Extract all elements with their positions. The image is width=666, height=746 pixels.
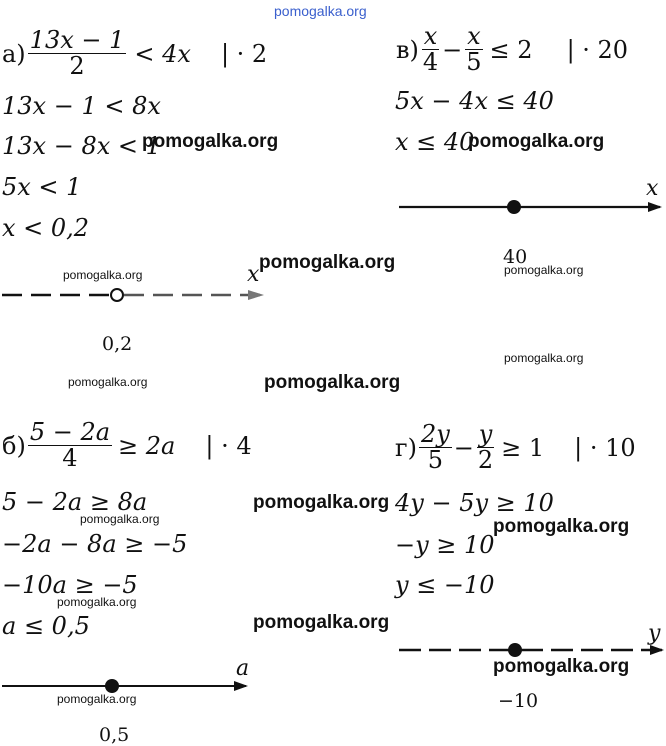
problem-v-fraction-2-num: x [467, 22, 481, 50]
problem-v-fraction-1-den: 4 [422, 48, 439, 77]
number-line-a [2, 289, 262, 301]
problem-v-fraction-1-num: x [423, 22, 438, 50]
problem-g-step-1: 4y − 5y ≥ 10 [395, 489, 554, 517]
watermark-g-axis: pomogalka.org [493, 656, 630, 677]
axis-a-tick-label: 0,2 [102, 333, 133, 355]
axis-b-tick-label: 0,5 [99, 724, 130, 746]
number-line-b [2, 679, 246, 693]
problem-g-label: г) [395, 433, 417, 462]
problem-a-step-1: 13x − 1 < 8x [2, 92, 161, 120]
problem-g-rhs: ≥ 1 [501, 433, 545, 462]
watermark-b-step: pomogalka.org [253, 492, 390, 513]
watermark-middle-lower: pomogalka.org [264, 372, 401, 393]
watermark-small-a-axis: pomogalka.org [63, 268, 143, 282]
axis-g-variable: y [648, 621, 661, 646]
problem-b-multiplier: | · 4 [205, 431, 252, 460]
watermark-small-b-step: pomogalka.org [80, 512, 160, 526]
watermark-a-steps: pomogalka.org [142, 131, 279, 152]
problem-a-step-3: 5x < 1 [2, 173, 82, 201]
problem-g-fraction-1-num: 2y [420, 420, 450, 448]
watermark-b-result: pomogalka.org [253, 612, 390, 633]
problem-b-numerator: 5 − 2a [29, 418, 111, 446]
watermark-g-step: pomogalka.org [493, 516, 630, 537]
problem-a-denominator: 2 [69, 52, 85, 81]
problem-b-inequality [2, 420, 252, 471]
problem-a-step-4: x < 0,2 [2, 214, 90, 242]
problem-g-fraction-1-den: 5 [427, 446, 443, 475]
watermark-middle-upper: pomogalka.org [259, 252, 396, 273]
watermark-small-right-mid: pomogalka.org [504, 351, 584, 365]
problem-a-label: а) [2, 39, 26, 68]
problem-a-inequality [2, 28, 267, 79]
problem-g-step-2: −y ≥ 10 [395, 531, 495, 559]
axis-a-variable: x [247, 262, 260, 287]
problem-b-step-1: 5 − 2a ≥ 8a [2, 488, 148, 516]
problem-b-rhs: ≥ 2a [118, 431, 176, 460]
problem-g-step-3: y ≤ −10 [395, 571, 495, 599]
problem-b-label: б) [2, 431, 26, 460]
axis-v-tick-label: 40 [503, 246, 528, 268]
problem-v-label: в) [396, 35, 419, 64]
problem-g-fraction-2-num: y [478, 420, 493, 448]
problem-a-step-2: 13x − 8x < 1 [2, 132, 161, 160]
problem-b-denominator: 4 [62, 444, 78, 473]
watermark-small-left-mid: pomogalka.org [68, 375, 148, 389]
top-watermark: pomogalka.org [274, 3, 367, 19]
problem-v-step-1: 5x − 4x ≤ 40 [395, 87, 554, 115]
number-line-v [399, 200, 660, 214]
problem-b-step-3: −10a ≥ −5 [2, 571, 138, 599]
problem-v-inequality [396, 24, 628, 75]
axis-v-variable: x [646, 176, 659, 201]
problem-b-fraction [28, 420, 112, 471]
problem-b-step-2: −2a − 8a ≥ −5 [2, 530, 188, 558]
problem-g-multiplier: | · 10 [574, 433, 636, 462]
problem-a-numerator: 13x − 1 [29, 26, 125, 54]
problem-g-fraction-1 [419, 422, 452, 473]
number-line-g [399, 643, 662, 657]
problem-a-fraction [28, 28, 127, 79]
watermark-small-v-axis: pomogalka.org [504, 263, 584, 277]
problem-g-fraction-2-den: 2 [477, 446, 494, 475]
watermark-small-b-result: pomogalka.org [57, 595, 137, 609]
problem-v-rhs: ≤ 2 [489, 35, 533, 64]
watermark-small-b-axis: pomogalka.org [57, 692, 137, 706]
watermark-v-steps: pomogalka.org [468, 131, 605, 152]
problem-v-multiplier: | · 20 [566, 35, 629, 64]
problem-g-minus: − [453, 433, 474, 462]
closed-point-minus-10 [508, 643, 522, 657]
problem-v-step-2: x ≤ 40 [395, 128, 475, 156]
problem-g-fraction-2 [476, 422, 495, 473]
axis-g-tick-label: −10 [498, 690, 539, 712]
problem-v-fraction-1 [421, 24, 440, 75]
problem-v-minus: − [442, 35, 463, 64]
problem-a-rhs: < 4x [134, 39, 191, 68]
axis-b-variable: a [236, 656, 250, 681]
problem-v-fraction-2-den: 5 [466, 48, 482, 77]
problem-g-inequality [395, 422, 636, 473]
closed-point-40 [507, 200, 521, 214]
problem-v-fraction-2 [464, 24, 483, 75]
open-point-0-2 [111, 289, 123, 301]
problem-a-multiplier: | · 2 [220, 39, 268, 68]
closed-point-0-5 [105, 679, 119, 693]
problem-b-step-4: a ≤ 0,5 [2, 612, 90, 640]
